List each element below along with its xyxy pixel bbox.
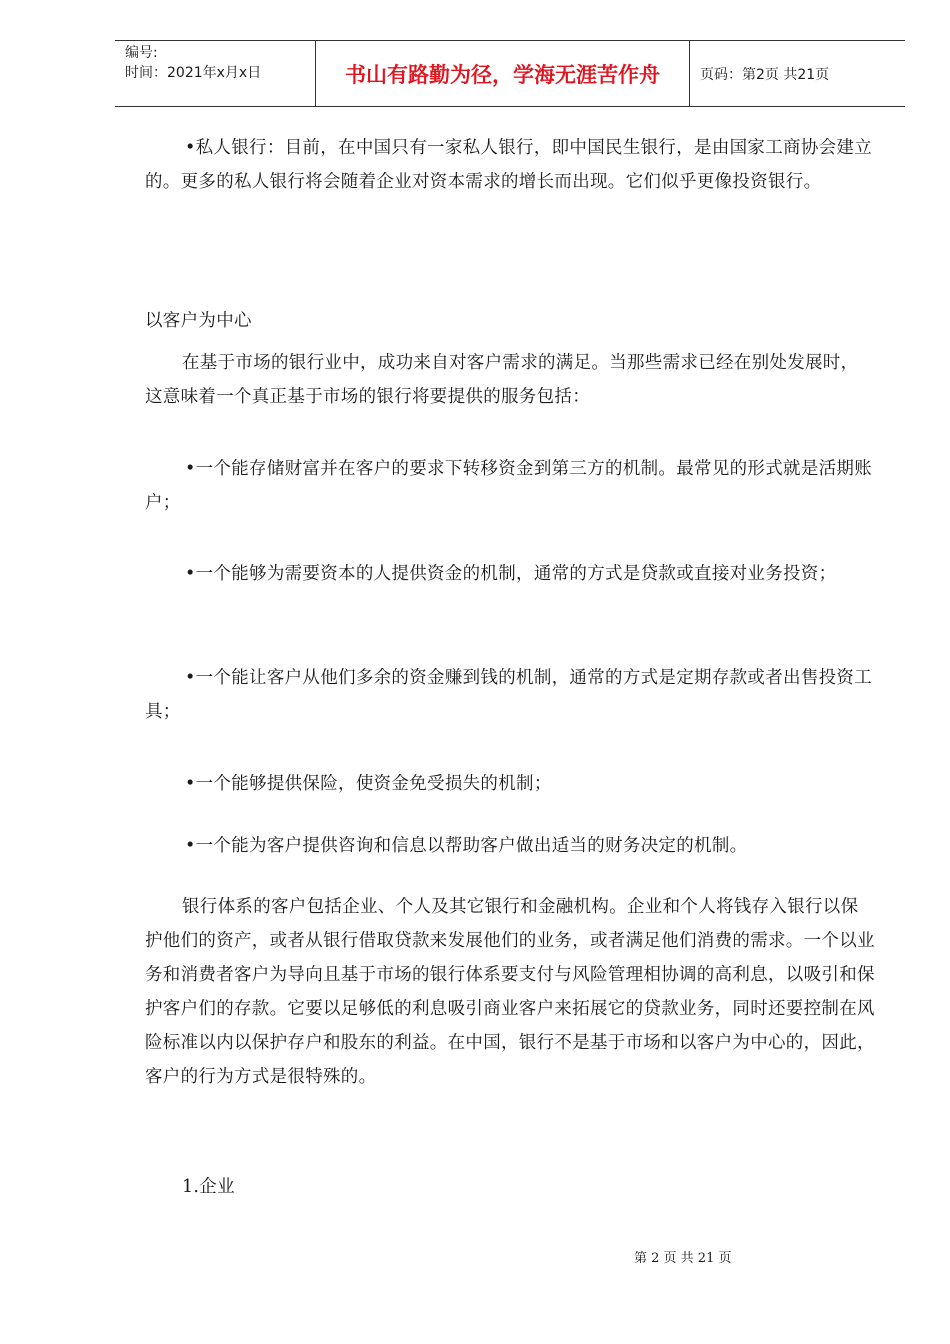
time-label: 时间：2021年x月x日 xyxy=(125,65,262,81)
bullet-item: •一个能够为需要资本的人提供资金的机制，通常的方式是贷款或直接对业务投资； xyxy=(185,564,837,584)
header-meta xyxy=(115,41,316,106)
bullet-item: •一个能够提供保险，使资金免受损失的机制； xyxy=(185,774,552,794)
page-number-footer: 第 2 页 共 21 页 xyxy=(634,1251,732,1266)
section-heading-enterprise: 1.企业 xyxy=(182,1177,235,1197)
paragraph-private-bank: •私人银行：目前，在中国只有一家私人银行，即中国民生银行，是由国家工商协会建立的。更多的私人银行将会随着企业对资本需求的增长而出现。它们似乎更像投资银行。 xyxy=(145,138,873,192)
bullet-item: •一个能让客户从他们多余的资金赚到钱的机制，通常的方式是定期存款或者出售投资工具； xyxy=(145,668,873,722)
paragraph-market-intro: 在基于市场的银行业中，成功来自对客户需求的满足。当那些需求已经在别处发展时，这意味着一个真正基于市场的银行将要提供的服务包括： xyxy=(145,353,859,407)
header-page-info: 页码：第2页 共21页 xyxy=(700,66,830,83)
bullet-item: •一个能为客户提供咨询和信息以帮助客户做出适当的财务决定的机制。 xyxy=(185,836,748,856)
paragraph-customers: 银行体系的客户包括企业、个人及其它银行和金融机构。企业和个人将钱存入银行以保护他们的资产，或者从银行借取贷款来发展他们的业务，或者满足他们消费的需求。一个以业务和消费者客户为导向且基于市场的银行体系要支付与风险管理相协调的高利息，以吸引和保护客户们的存款。它要以足够低的利息吸引商业客户来拓展它的贷款业务，同时还要控制在风险标准以内以保护存户和股东的利益。在中国，银行不是基于市场和以客户为中心的，因此，客户的行为方式是很特殊的。 xyxy=(145,897,875,1087)
section-heading: 以客户为中心 xyxy=(145,311,252,331)
number-label: 编号: xyxy=(125,45,158,61)
bullet-item: •一个能存储财富并在客户的要求下转移资金到第三方的机制。最常见的形式就是活期账户； xyxy=(145,459,873,513)
header-motto: 书山有路勤为径，学海无涯苦作舟 xyxy=(316,41,690,106)
page-header xyxy=(115,40,905,107)
